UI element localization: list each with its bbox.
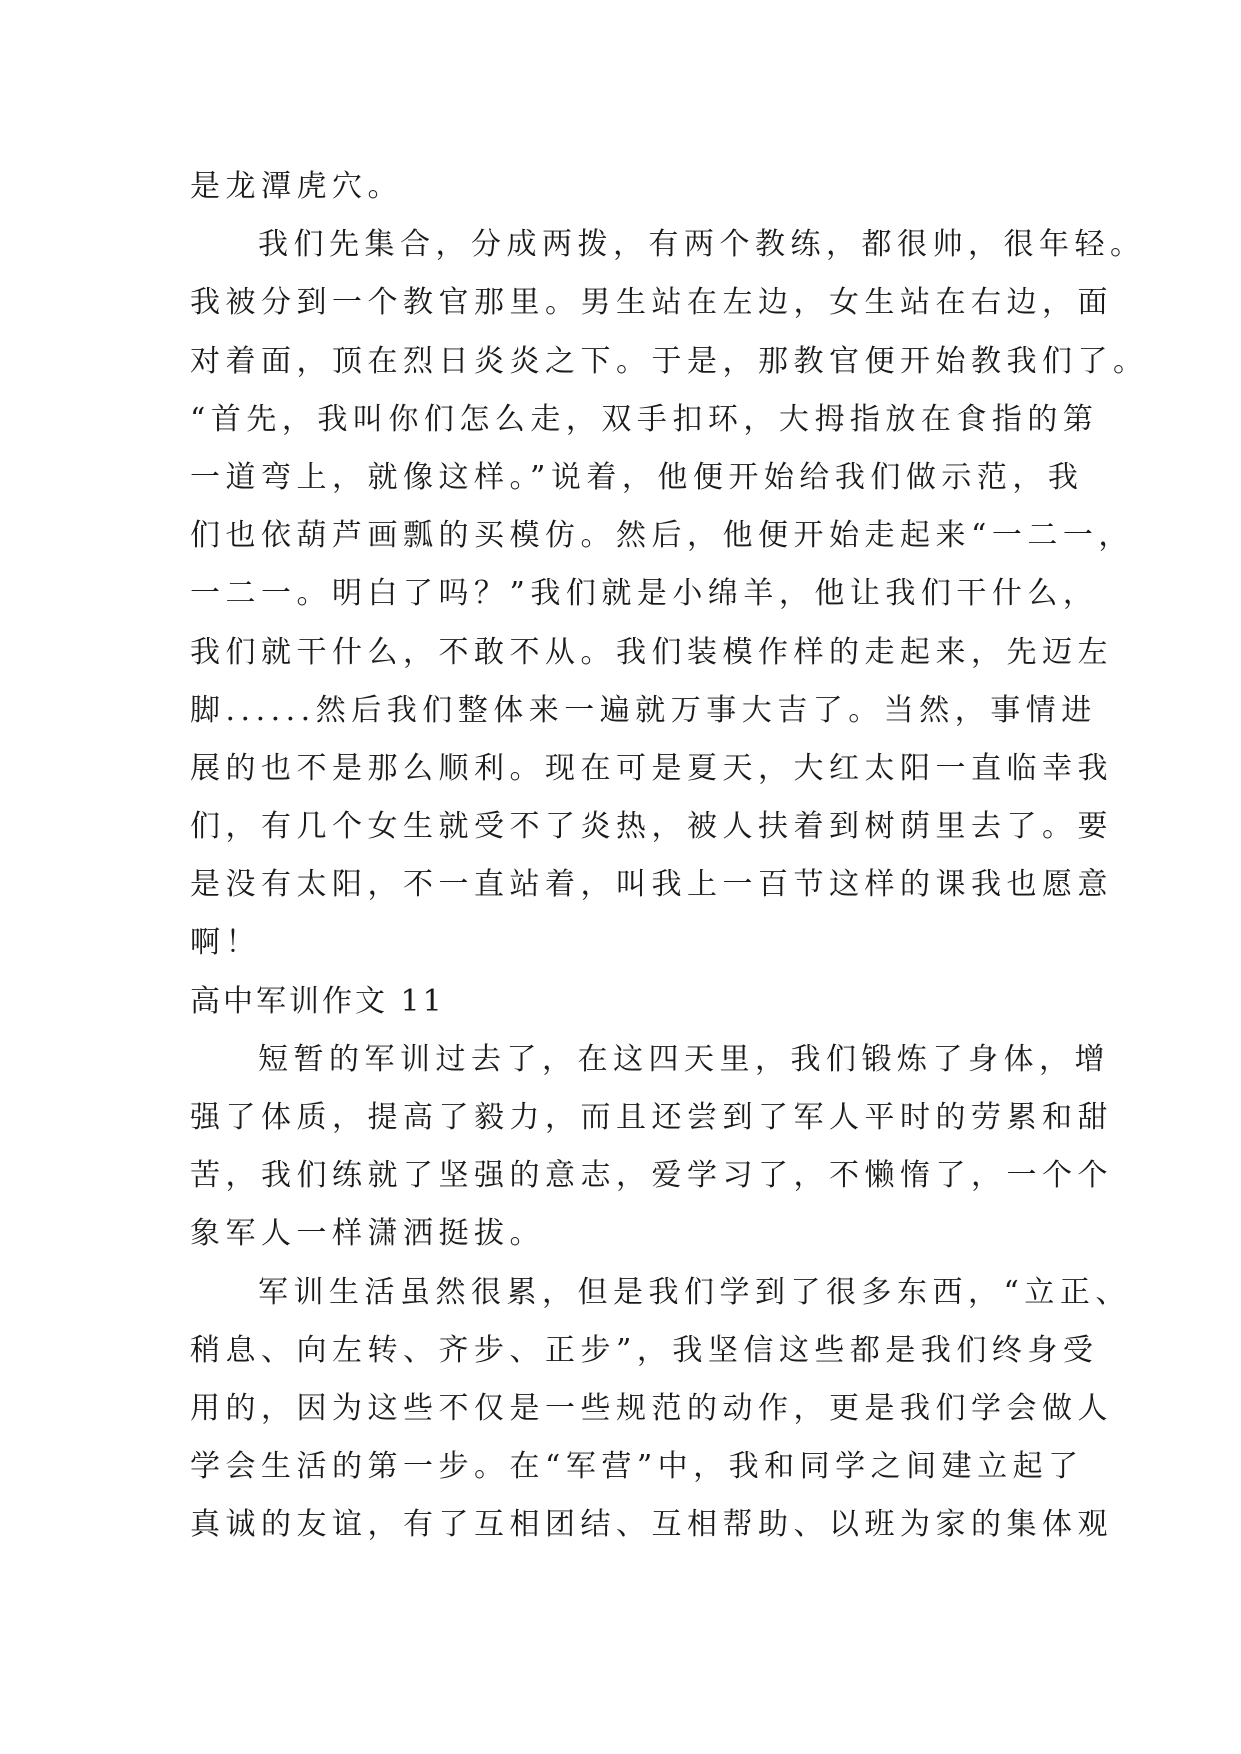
paragraph (190, 1031, 1113, 1264)
text-line: 脚......然后我们整体来一遍就万事大吉了。当然，事情进 (190, 692, 1097, 728)
text-line: 是没有太阳，不一直站着，叫我上一百节这样的课我也愿意 (190, 867, 1113, 903)
text-line: 们也依葫芦画瓢的买模仿。然后，他便开始走起来“一二一， (190, 518, 1134, 554)
text-line: 对着面，顶在烈日炎炎之下。于是，那教官便开始教我们了。 (190, 343, 1149, 379)
text-line: 一道弯上，就像这样。”说着，他便开始给我们做示范，我 (190, 459, 1084, 495)
text-line: 是龙潭虎穴。 (190, 169, 403, 204)
text-line: 我们就干什么，不敢不从。我们装模作样的走起来，先迈左 (190, 634, 1113, 670)
text-line: 军训生活虽然很累，但是我们学到了很多东西，“立正、 (258, 1274, 1131, 1310)
text-line: 强了体质，提高了毅力，而且还尝到了军人平时的劳累和甜 (190, 1100, 1113, 1135)
text-line: 我们先集合，分成两拨，有两个教练，都很帅，很年轻。 (258, 227, 1146, 263)
text-line: 一二一。明白了吗？”我们就是小绵羊，他让我们干什么， (190, 576, 1099, 612)
text-line: 展的也不是那么顺利。现在可是夏天，大红太阳一直临幸我 (190, 750, 1113, 786)
paragraph (190, 1264, 1131, 1555)
paragraph (190, 216, 1149, 972)
section-heading: 高中军训作文 11 (190, 983, 445, 1019)
paragraph (190, 158, 1050, 216)
text-line: 真诚的友谊，有了互相团结、互相帮助、以班为家的集体观 (190, 1507, 1113, 1543)
text-line: 我被分到一个教官那里。男生站在左边，女生站在右边，面 (190, 285, 1113, 321)
text-line: 啊！ (190, 925, 261, 961)
text-line: “首先，我叫你们怎么走，双手扣环，大拇指放在食指的第 (190, 401, 1099, 437)
document-body (190, 158, 1149, 1555)
text-line: 稍息、向左转、齐步、正步”，我坚信这些都是我们终身受 (190, 1332, 1099, 1368)
text-line: 苦，我们练就了坚强的意志，爱学习了，不懒惰了，一个个 (190, 1158, 1113, 1194)
text-line: 们，有几个女生就受不了炎热，被人扶着到树荫里去了。要 (190, 809, 1113, 845)
text-line: 短暂的军训过去了，在这四天里，我们锻炼了身体，增 (258, 1041, 1110, 1077)
text-line: 学会生活的第一步。在“军营”中，我和同学之间建立起了 (190, 1449, 1084, 1485)
text-line: 用的，因为这些不仅是一些规范的动作，更是我们学会做人 (190, 1390, 1113, 1426)
text-line: 象军人一样潇洒挺拔。 (190, 1216, 545, 1252)
